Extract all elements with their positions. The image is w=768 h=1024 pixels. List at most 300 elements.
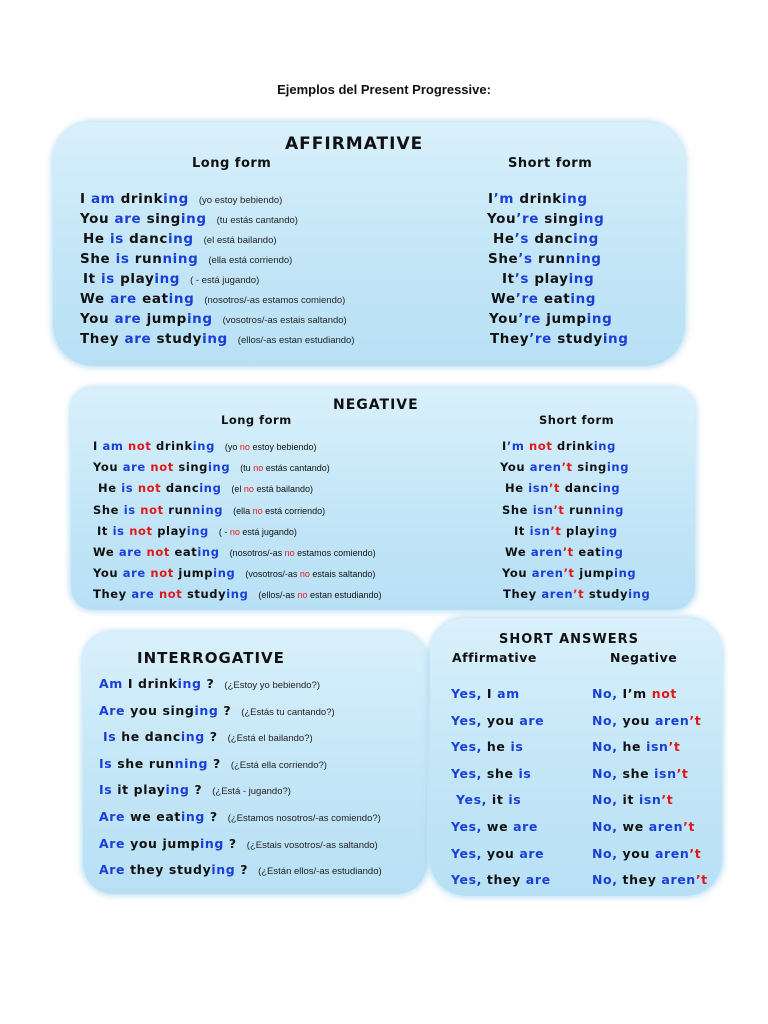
text-segment: they bbox=[617, 872, 662, 888]
text-segment: ’t bbox=[689, 712, 702, 728]
text-segment: ? bbox=[189, 782, 203, 798]
text-segment: ing bbox=[614, 566, 637, 581]
text-segment: It bbox=[514, 523, 530, 538]
example-phrase bbox=[514, 524, 618, 538]
text-segment: ing bbox=[561, 191, 588, 207]
affirmative-long-row bbox=[80, 208, 298, 227]
text-segment: ing bbox=[180, 729, 205, 745]
text-segment: run bbox=[532, 251, 566, 267]
example-phrase bbox=[93, 545, 220, 559]
text-segment: ? bbox=[223, 835, 237, 851]
example-phrase bbox=[502, 271, 594, 287]
text-segment: You bbox=[502, 566, 532, 581]
negative-short-row bbox=[502, 435, 616, 454]
text-segment: you bbox=[481, 712, 520, 728]
affirmative-short-row bbox=[488, 188, 588, 207]
text-segment: Yes, bbox=[451, 739, 482, 755]
text-segment: ? bbox=[235, 862, 249, 878]
text-segment: you bbox=[617, 712, 655, 728]
text-segment: You bbox=[80, 211, 115, 227]
short-answers-panel bbox=[430, 618, 722, 896]
text-segment: is bbox=[100, 271, 115, 287]
answer-phrase bbox=[451, 819, 538, 834]
translation: (el está bailando) bbox=[203, 235, 277, 246]
text-segment: (vosotros/-as bbox=[245, 569, 300, 580]
text-segment: eat bbox=[169, 545, 198, 559]
text-segment: ning bbox=[565, 251, 602, 267]
text-segment: run bbox=[564, 502, 593, 517]
text-segment: No, bbox=[592, 819, 618, 834]
text-segment: ing bbox=[168, 291, 195, 307]
text-segment: it bbox=[617, 792, 639, 808]
short-answer-affirmative-row bbox=[451, 736, 523, 755]
text-segment: está bailando) bbox=[253, 484, 313, 495]
text-segment: isn bbox=[646, 739, 669, 755]
interrogative-row bbox=[99, 806, 381, 825]
short-answers-heading: SHORT ANSWERS bbox=[499, 632, 640, 647]
answer-phrase bbox=[592, 766, 689, 781]
text-segment: play bbox=[561, 523, 596, 538]
example-phrase bbox=[80, 211, 207, 227]
short-answer-negative-row bbox=[592, 869, 708, 888]
text-segment: are bbox=[519, 712, 545, 728]
text-segment: He bbox=[83, 231, 110, 247]
text-segment: ’t bbox=[563, 566, 575, 581]
affirmative-long-row bbox=[83, 268, 259, 287]
text-segment: study bbox=[551, 331, 603, 347]
text-segment: ing bbox=[192, 439, 215, 453]
text-segment: We bbox=[93, 545, 119, 559]
example-phrase bbox=[491, 291, 596, 307]
text-segment: am bbox=[497, 686, 520, 701]
text-segment: ning bbox=[192, 502, 224, 517]
text-segment: are bbox=[110, 291, 137, 307]
text-segment: he bbox=[617, 739, 647, 755]
text-segment: ing bbox=[167, 231, 194, 247]
example-phrase bbox=[80, 331, 228, 347]
text-segment: she run bbox=[112, 755, 175, 771]
text-segment: (ellos/-as bbox=[258, 590, 298, 601]
question-phrase bbox=[99, 862, 248, 877]
text-segment: She bbox=[80, 251, 116, 267]
text-segment: ing bbox=[586, 311, 613, 327]
text-segment: Is bbox=[99, 782, 113, 798]
text-segment: ’re bbox=[529, 331, 552, 347]
translation bbox=[245, 569, 375, 579]
text-segment: study bbox=[584, 587, 629, 602]
text-segment: no bbox=[252, 505, 263, 516]
text-segment: isn bbox=[638, 792, 662, 808]
text-segment: ing bbox=[595, 523, 618, 538]
text-segment: not bbox=[123, 439, 152, 453]
text-segment: ing bbox=[197, 545, 220, 559]
example-phrase bbox=[93, 503, 223, 517]
text-segment: danc bbox=[529, 231, 574, 247]
text-segment: ing bbox=[180, 809, 205, 824]
text-segment: Are bbox=[99, 809, 126, 824]
text-segment: I bbox=[80, 191, 91, 207]
answer-phrase bbox=[592, 686, 677, 701]
text-segment: it bbox=[486, 792, 509, 808]
text-segment: ing bbox=[593, 439, 616, 453]
example-phrase bbox=[493, 231, 599, 247]
text-segment: is bbox=[518, 765, 532, 781]
text-segment: danc bbox=[161, 481, 200, 496]
text-segment: you bbox=[617, 845, 655, 861]
text-segment: no bbox=[239, 442, 250, 452]
text-segment: They bbox=[80, 331, 125, 347]
answer-phrase bbox=[451, 872, 551, 887]
text-segment: No, bbox=[592, 686, 618, 701]
text-segment: not bbox=[124, 523, 153, 538]
short-answer-affirmative-row bbox=[451, 843, 544, 862]
text-segment: isn bbox=[532, 502, 554, 517]
text-segment: ? bbox=[201, 676, 215, 691]
text-segment: is bbox=[121, 481, 134, 496]
negative-short-row bbox=[505, 541, 623, 560]
affirmative-short-header: Short form bbox=[508, 156, 593, 171]
short-answer-negative-row bbox=[592, 736, 680, 755]
translation: (ellos/-as estan estudiando) bbox=[237, 335, 355, 346]
text-segment: ing bbox=[202, 331, 228, 347]
text-segment: not bbox=[524, 439, 553, 453]
text-segment: Are bbox=[99, 702, 126, 718]
text-segment: they study bbox=[125, 862, 212, 878]
text-segment: not bbox=[154, 587, 183, 602]
text-segment: ing bbox=[628, 587, 651, 602]
short-answer-affirmative-row bbox=[451, 816, 538, 835]
text-segment: Yes, bbox=[451, 819, 482, 834]
translation: (tu estás cantando) bbox=[216, 215, 298, 226]
text-segment: ’re bbox=[516, 211, 539, 227]
text-segment: is bbox=[508, 792, 522, 808]
text-segment: ing bbox=[598, 481, 621, 496]
text-segment: (nosotros/-as bbox=[229, 548, 285, 558]
text-segment: ing bbox=[570, 291, 597, 307]
text-segment: ing bbox=[573, 231, 599, 247]
text-segment: Are bbox=[99, 835, 126, 851]
answer-phrase bbox=[592, 713, 701, 728]
text-segment: aren bbox=[541, 587, 574, 602]
text-segment: You bbox=[80, 311, 115, 327]
text-segment: ing bbox=[226, 587, 249, 602]
text-segment: Am bbox=[99, 676, 123, 691]
short-answers-negative-header: Negative bbox=[610, 650, 678, 665]
text-segment: She bbox=[488, 251, 519, 267]
text-segment: estan estudiando) bbox=[307, 590, 382, 601]
short-answer-negative-row bbox=[592, 683, 677, 702]
text-segment: ing bbox=[194, 702, 219, 718]
short-answer-negative-row bbox=[592, 789, 673, 808]
text-segment: It bbox=[97, 523, 113, 538]
text-segment: is bbox=[510, 739, 524, 755]
text-segment: ing bbox=[186, 523, 209, 538]
text-segment: ’t bbox=[661, 792, 674, 808]
question-phrase bbox=[99, 782, 202, 797]
text-segment: ing bbox=[606, 460, 630, 475]
affirmative-short-row bbox=[491, 288, 596, 307]
answer-phrase bbox=[451, 713, 544, 728]
text-segment: am bbox=[102, 439, 124, 453]
interrogative-row bbox=[99, 833, 378, 852]
example-phrase bbox=[502, 566, 636, 580]
text-segment: drink bbox=[115, 191, 164, 207]
text-segment: ’t bbox=[549, 481, 561, 496]
negative-long-row bbox=[93, 435, 316, 454]
text-segment: You bbox=[489, 311, 519, 327]
text-segment: ing bbox=[200, 835, 224, 851]
text-segment: estamos comiendo) bbox=[294, 548, 376, 558]
text-segment: ’t bbox=[561, 460, 573, 475]
text-segment: He bbox=[493, 231, 515, 247]
text-segment: am bbox=[90, 191, 116, 207]
question-phrase bbox=[99, 809, 218, 824]
text-segment: jump bbox=[173, 566, 214, 581]
text-segment: ’t bbox=[695, 872, 708, 888]
short-answer-negative-row bbox=[592, 843, 701, 862]
text-segment: Yes, bbox=[451, 765, 482, 781]
translation: (¿Estás tu cantando?) bbox=[241, 706, 335, 718]
text-segment: are bbox=[118, 545, 142, 559]
answer-phrase bbox=[592, 819, 695, 834]
negative-long-row bbox=[97, 520, 297, 539]
text-segment: Is bbox=[103, 729, 117, 745]
text-segment: are bbox=[519, 845, 545, 861]
short-answer-affirmative-row bbox=[451, 869, 551, 888]
example-phrase bbox=[97, 524, 209, 538]
example-phrase bbox=[83, 231, 194, 247]
affirmative-panel bbox=[53, 122, 685, 366]
translation bbox=[233, 506, 325, 516]
example-phrase bbox=[80, 191, 189, 207]
answer-phrase bbox=[592, 739, 680, 754]
text-segment: ’t bbox=[689, 845, 702, 861]
answer-phrase bbox=[456, 792, 521, 807]
affirmative-long-row bbox=[80, 308, 347, 327]
question-phrase bbox=[99, 703, 231, 718]
text-segment: are bbox=[513, 819, 539, 834]
text-segment: ’s bbox=[514, 271, 530, 287]
text-segment: you jump bbox=[125, 835, 201, 851]
text-segment: you sing bbox=[125, 702, 195, 718]
text-segment: sing bbox=[572, 460, 607, 475]
translation: (nosotros/-as estamos comiendo) bbox=[204, 295, 346, 306]
translation bbox=[231, 484, 313, 494]
translation bbox=[230, 548, 376, 558]
text-segment: They bbox=[503, 587, 542, 602]
affirmative-short-row bbox=[488, 248, 602, 267]
text-segment: drink bbox=[514, 191, 562, 207]
interrogative-row bbox=[99, 779, 291, 798]
text-segment: eat bbox=[538, 291, 571, 307]
text-segment: No, bbox=[592, 872, 618, 888]
text-segment: play bbox=[114, 271, 155, 287]
text-segment: sing bbox=[538, 211, 579, 227]
affirmative-short-row bbox=[493, 228, 599, 247]
page-title: Ejemplos del Present Progressive: bbox=[277, 82, 491, 97]
text-segment: eat bbox=[573, 545, 602, 559]
translation bbox=[219, 527, 297, 537]
negative-long-row bbox=[98, 477, 313, 496]
text-segment: is bbox=[109, 231, 124, 247]
text-segment: she bbox=[481, 765, 519, 781]
interrogative-row bbox=[99, 753, 327, 772]
answer-phrase bbox=[592, 872, 708, 887]
text-segment: She bbox=[502, 502, 533, 517]
text-segment: they bbox=[481, 872, 526, 888]
translation: (¿Están ellos/-as estudiando) bbox=[258, 866, 382, 878]
text-segment: ing bbox=[208, 460, 231, 475]
affirmative-long-row bbox=[80, 328, 355, 347]
text-segment: it play bbox=[112, 782, 166, 798]
text-segment: you bbox=[481, 845, 520, 861]
text-segment: No, bbox=[592, 765, 618, 781]
text-segment: ’re bbox=[515, 291, 539, 307]
text-segment: are bbox=[122, 566, 146, 581]
text-segment: ing bbox=[578, 211, 605, 227]
text-segment: danc bbox=[560, 481, 599, 496]
affirmative-heading: AFFIRMATIVE bbox=[285, 134, 424, 154]
text-segment: It bbox=[502, 271, 515, 287]
short-answer-negative-row bbox=[592, 816, 695, 835]
interrogative-row bbox=[103, 726, 313, 745]
affirmative-long-row bbox=[80, 248, 292, 267]
text-segment: play bbox=[529, 271, 569, 287]
example-phrase bbox=[488, 191, 588, 207]
text-segment: isn bbox=[528, 481, 550, 496]
text-segment: I’m bbox=[617, 686, 652, 701]
affirmative-short-row bbox=[490, 328, 629, 347]
text-segment: ’m bbox=[506, 439, 525, 453]
text-segment: danc bbox=[123, 231, 168, 247]
text-segment: You bbox=[500, 460, 530, 475]
text-segment: are bbox=[122, 460, 146, 475]
question-phrase bbox=[99, 676, 214, 691]
text-segment: We bbox=[80, 291, 111, 307]
text-segment: ning bbox=[162, 251, 199, 267]
text-segment: not bbox=[651, 686, 678, 701]
text-segment: study bbox=[182, 587, 227, 602]
text-segment: ? bbox=[208, 755, 221, 771]
text-segment: ing bbox=[568, 271, 595, 287]
affirmative-short-row bbox=[502, 268, 594, 287]
text-segment: ’s bbox=[518, 251, 533, 267]
negative-long-header: Long form bbox=[221, 413, 292, 427]
text-segment: study bbox=[151, 331, 203, 347]
text-segment: play bbox=[152, 523, 187, 538]
text-segment: You bbox=[487, 211, 517, 227]
short-answer-negative-row bbox=[592, 710, 701, 729]
short-answer-negative-row bbox=[592, 763, 689, 782]
translation bbox=[258, 590, 381, 600]
text-segment: You bbox=[93, 460, 123, 475]
text-segment: ’m bbox=[493, 191, 515, 207]
affirmative-long-row bbox=[80, 288, 345, 307]
text-segment: No, bbox=[592, 792, 618, 808]
answer-phrase bbox=[592, 792, 673, 807]
interrogative-row bbox=[99, 700, 335, 719]
text-segment: he bbox=[481, 739, 511, 755]
text-segment: isn bbox=[529, 523, 551, 538]
negative-long-row bbox=[93, 541, 376, 560]
answer-phrase bbox=[451, 686, 520, 701]
text-segment: está corriendo) bbox=[262, 505, 326, 516]
translation: (¿Está - jugando?) bbox=[212, 786, 291, 798]
example-phrase bbox=[93, 439, 215, 453]
short-answer-affirmative-row bbox=[456, 789, 521, 808]
negative-short-row bbox=[514, 520, 618, 539]
answer-phrase bbox=[451, 846, 544, 861]
example-phrase bbox=[93, 460, 230, 474]
text-segment: ’s bbox=[514, 231, 530, 247]
text-segment: ’t bbox=[573, 587, 585, 602]
text-segment: I bbox=[481, 686, 498, 701]
text-segment: ing bbox=[165, 782, 190, 798]
text-segment: not bbox=[133, 481, 162, 496]
short-answer-affirmative-row bbox=[451, 710, 544, 729]
text-segment: run bbox=[163, 502, 193, 517]
text-segment: jump bbox=[574, 566, 615, 581]
short-answers-affirmative-header: Affirmative bbox=[452, 650, 537, 665]
interrogative-row bbox=[99, 673, 320, 692]
text-segment: not bbox=[145, 566, 174, 581]
affirmative-long-row bbox=[80, 188, 282, 207]
translation: (ella está corriendo) bbox=[208, 255, 293, 266]
text-segment: I bbox=[502, 439, 507, 453]
text-segment: are bbox=[131, 587, 155, 602]
text-segment: Is bbox=[99, 755, 113, 771]
text-segment: ing bbox=[602, 331, 629, 347]
text-segment: ’re bbox=[518, 311, 541, 327]
text-segment: estoy bebiendo) bbox=[249, 442, 317, 452]
negative-long-row bbox=[93, 499, 325, 518]
text-segment: ? bbox=[218, 702, 232, 718]
translation: (vosotros/-as estais saltando) bbox=[222, 315, 347, 326]
text-segment: not bbox=[145, 460, 174, 475]
translation bbox=[240, 463, 330, 473]
text-segment: No, bbox=[592, 739, 618, 755]
translation: (¿Estoy yo bebiendo?) bbox=[224, 680, 321, 691]
text-segment: Are bbox=[99, 862, 126, 878]
text-segment: Yes, bbox=[451, 845, 482, 861]
text-segment: jump bbox=[540, 311, 587, 327]
text-segment: no bbox=[299, 569, 310, 580]
example-phrase bbox=[93, 587, 248, 601]
text-segment: aren bbox=[530, 545, 563, 559]
negative-short-row bbox=[502, 562, 636, 581]
text-segment: I drink bbox=[122, 676, 178, 691]
text-segment: no bbox=[229, 526, 240, 537]
text-segment: aren bbox=[531, 566, 564, 581]
text-segment: I bbox=[488, 191, 494, 207]
translation: (¿Estamos nosotros/-as comiendo?) bbox=[227, 813, 381, 824]
text-segment: ? bbox=[204, 729, 218, 745]
text-segment: ing bbox=[213, 566, 236, 581]
text-segment: ing bbox=[601, 545, 624, 559]
text-segment: ? bbox=[204, 809, 218, 824]
negative-short-row bbox=[503, 583, 650, 602]
text-segment: eat bbox=[136, 291, 169, 307]
example-phrase bbox=[488, 251, 602, 267]
negative-short-row bbox=[502, 499, 624, 518]
text-segment: I bbox=[93, 439, 103, 453]
interrogative-heading: INTERROGATIVE bbox=[137, 649, 285, 667]
text-segment: ning bbox=[593, 502, 624, 517]
text-segment: ’t bbox=[676, 765, 689, 781]
example-phrase bbox=[80, 251, 198, 267]
text-segment: is bbox=[115, 251, 130, 267]
text-segment: are bbox=[525, 872, 551, 888]
